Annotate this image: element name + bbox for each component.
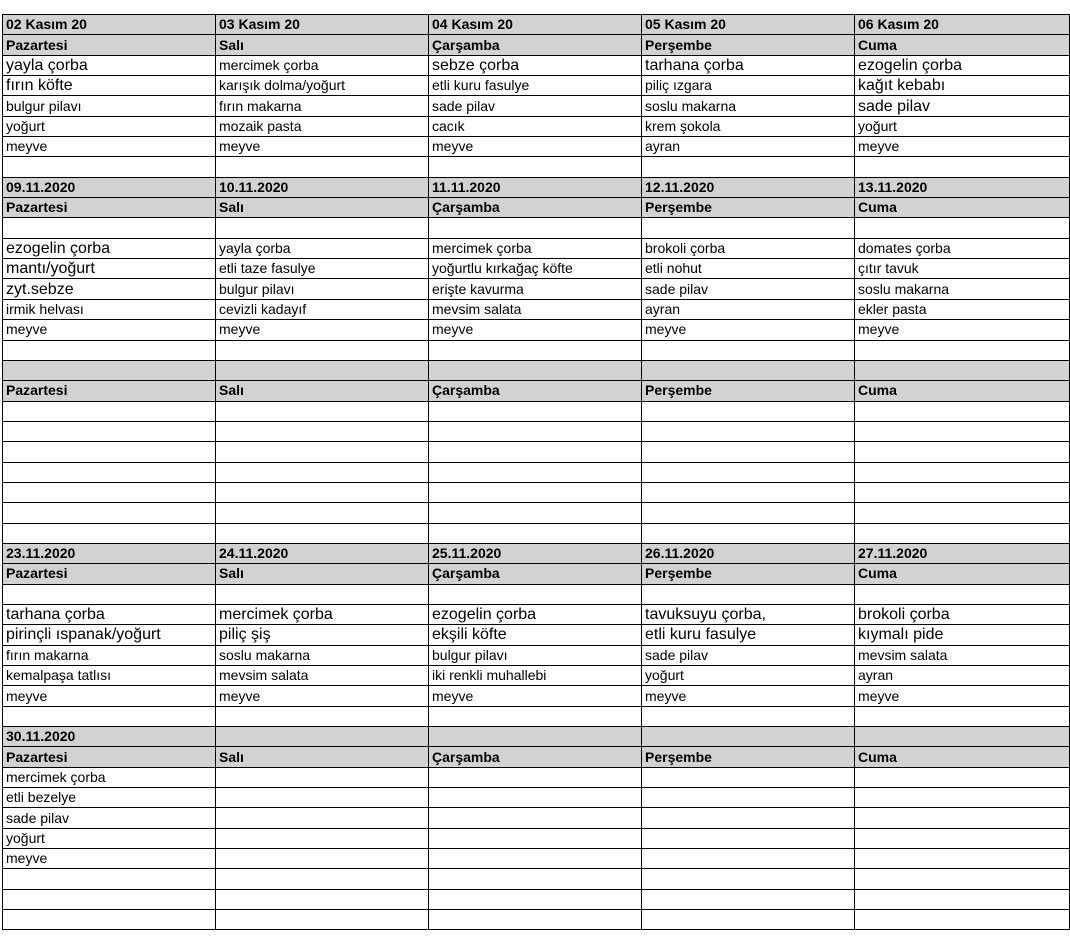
meal-cell-monday: meyve bbox=[3, 320, 216, 340]
weekday-header-wednesday: Çarşamba bbox=[429, 564, 642, 584]
empty-cell bbox=[855, 157, 1070, 177]
empty-cell bbox=[855, 869, 1070, 889]
date-cell-tuesday bbox=[216, 727, 429, 747]
meal-row bbox=[3, 259, 1070, 279]
date-cell-tuesday bbox=[216, 360, 429, 380]
date-cell-friday: 13.11.2020 bbox=[855, 177, 1070, 197]
empty-cell bbox=[3, 482, 216, 502]
date-cell-monday bbox=[3, 360, 216, 380]
meal-cell-thursday: sade pilav bbox=[642, 645, 855, 665]
meal-cell-thursday: meyve bbox=[642, 686, 855, 706]
meal-cell-wednesday: sade pilav bbox=[429, 96, 642, 116]
date-cell-wednesday bbox=[429, 360, 642, 380]
empty-cell bbox=[216, 523, 429, 543]
weekday-header-row bbox=[3, 198, 1070, 218]
weekly-menu-table bbox=[2, 14, 1070, 930]
date-cell-monday: 23.11.2020 bbox=[3, 543, 216, 563]
weekday-header-thursday: Perşembe bbox=[642, 564, 855, 584]
weekday-header-tuesday: Salı bbox=[216, 381, 429, 401]
empty-cell bbox=[216, 889, 429, 909]
date-cell-thursday bbox=[642, 360, 855, 380]
meal-cell-monday: fırın köfte bbox=[3, 76, 216, 96]
meal-cell-monday: pirinçli ıspanak/yoğurt bbox=[3, 625, 216, 645]
meal-cell-wednesday: yoğurtlu kırkağaç köfte bbox=[429, 259, 642, 279]
empty-cell bbox=[3, 503, 216, 523]
date-cell-thursday: 12.11.2020 bbox=[642, 177, 855, 197]
meal-cell-monday: yoğurt bbox=[3, 116, 216, 136]
empty-cell bbox=[429, 706, 642, 726]
week-date-row bbox=[3, 15, 1070, 35]
meal-row bbox=[3, 625, 1070, 645]
meal-cell-thursday: ayran bbox=[642, 137, 855, 157]
empty-cell bbox=[216, 869, 429, 889]
blank-row bbox=[3, 503, 1070, 523]
blank-row bbox=[3, 869, 1070, 889]
meal-cell-monday: fırın makarna bbox=[3, 645, 216, 665]
meal-cell-friday: mevsim salata bbox=[855, 645, 1070, 665]
meal-cell-thursday: meyve bbox=[642, 320, 855, 340]
empty-cell bbox=[855, 340, 1070, 360]
meal-row bbox=[3, 76, 1070, 96]
meal-cell-wednesday: meyve bbox=[429, 686, 642, 706]
meal-cell-thursday bbox=[642, 767, 855, 787]
meal-cell-monday: sade pilav bbox=[3, 808, 216, 828]
meal-cell-tuesday bbox=[216, 788, 429, 808]
meal-cell-friday: soslu makarna bbox=[855, 279, 1070, 299]
meal-cell-monday: zyt.sebze bbox=[3, 279, 216, 299]
blank-row bbox=[3, 340, 1070, 360]
empty-cell bbox=[642, 482, 855, 502]
meal-cell-friday: yoğurt bbox=[855, 116, 1070, 136]
empty-cell bbox=[855, 462, 1070, 482]
blank-row bbox=[3, 889, 1070, 909]
meal-cell-tuesday: bulgur pilavı bbox=[216, 279, 429, 299]
meal-cell-wednesday: meyve bbox=[429, 320, 642, 340]
empty-cell bbox=[429, 340, 642, 360]
weekday-header-monday: Pazartesi bbox=[3, 747, 216, 767]
meal-cell-tuesday: fırın makarna bbox=[216, 96, 429, 116]
empty-cell bbox=[429, 889, 642, 909]
meal-cell-wednesday bbox=[429, 767, 642, 787]
empty-cell bbox=[216, 401, 429, 421]
meal-cell-friday bbox=[855, 767, 1070, 787]
empty-cell bbox=[3, 401, 216, 421]
meal-cell-tuesday: etli taze fasulye bbox=[216, 259, 429, 279]
meal-cell-friday: domates çorba bbox=[855, 238, 1070, 258]
empty-cell bbox=[3, 889, 216, 909]
empty-cell bbox=[642, 442, 855, 462]
meal-cell-friday: sade pilav bbox=[855, 96, 1070, 116]
meal-cell-friday bbox=[855, 849, 1070, 869]
weekday-header-row bbox=[3, 564, 1070, 584]
weekday-header-tuesday: Salı bbox=[216, 747, 429, 767]
empty-cell bbox=[855, 889, 1070, 909]
empty-cell bbox=[855, 442, 1070, 462]
meal-row bbox=[3, 828, 1070, 848]
meal-cell-monday: irmik helvası bbox=[3, 299, 216, 319]
meal-cell-friday: brokoli çorba bbox=[855, 604, 1070, 624]
date-cell-thursday bbox=[642, 727, 855, 747]
meal-row bbox=[3, 666, 1070, 686]
meal-cell-friday bbox=[855, 788, 1070, 808]
meal-cell-wednesday: iki renkli muhallebi bbox=[429, 666, 642, 686]
weekday-header-thursday: Perşembe bbox=[642, 35, 855, 55]
empty-cell bbox=[642, 503, 855, 523]
meal-cell-wednesday: meyve bbox=[429, 137, 642, 157]
empty-cell bbox=[855, 421, 1070, 441]
meal-cell-wednesday bbox=[429, 788, 642, 808]
meal-row bbox=[3, 686, 1070, 706]
empty-cell bbox=[429, 401, 642, 421]
empty-cell bbox=[3, 584, 216, 604]
meal-cell-tuesday: meyve bbox=[216, 137, 429, 157]
meal-cell-tuesday: mercimek çorba bbox=[216, 55, 429, 75]
meal-cell-friday: meyve bbox=[855, 137, 1070, 157]
empty-cell bbox=[3, 869, 216, 889]
empty-cell bbox=[642, 421, 855, 441]
meal-cell-monday: ezogelin çorba bbox=[3, 238, 216, 258]
meal-cell-monday: tarhana çorba bbox=[3, 604, 216, 624]
blank-row bbox=[3, 462, 1070, 482]
meal-row bbox=[3, 238, 1070, 258]
meal-row bbox=[3, 645, 1070, 665]
empty-cell bbox=[216, 218, 429, 238]
week-date-row bbox=[3, 177, 1070, 197]
meal-cell-wednesday: mercimek çorba bbox=[429, 238, 642, 258]
weekday-header-monday: Pazartesi bbox=[3, 381, 216, 401]
meal-cell-friday: ayran bbox=[855, 666, 1070, 686]
meal-cell-friday bbox=[855, 828, 1070, 848]
weekday-header-tuesday: Salı bbox=[216, 35, 429, 55]
weekday-header-monday: Pazartesi bbox=[3, 198, 216, 218]
meal-cell-wednesday bbox=[429, 808, 642, 828]
date-cell-friday: 06 Kasım 20 bbox=[855, 15, 1070, 35]
blank-row bbox=[3, 910, 1070, 930]
date-cell-friday bbox=[855, 360, 1070, 380]
meal-cell-tuesday bbox=[216, 767, 429, 787]
empty-cell bbox=[642, 910, 855, 930]
weekday-header-wednesday: Çarşamba bbox=[429, 35, 642, 55]
weekday-header-row bbox=[3, 747, 1070, 767]
meal-row bbox=[3, 767, 1070, 787]
empty-cell bbox=[429, 910, 642, 930]
empty-cell bbox=[216, 157, 429, 177]
date-cell-tuesday: 03 Kasım 20 bbox=[216, 15, 429, 35]
empty-cell bbox=[216, 482, 429, 502]
empty-cell bbox=[642, 869, 855, 889]
meal-cell-tuesday: soslu makarna bbox=[216, 645, 429, 665]
meal-cell-thursday: tarhana çorba bbox=[642, 55, 855, 75]
empty-cell bbox=[642, 340, 855, 360]
meal-cell-monday: meyve bbox=[3, 849, 216, 869]
meal-cell-thursday bbox=[642, 849, 855, 869]
blank-row bbox=[3, 523, 1070, 543]
empty-cell bbox=[216, 340, 429, 360]
empty-cell bbox=[855, 482, 1070, 502]
empty-cell bbox=[855, 523, 1070, 543]
meal-cell-tuesday: piliç şiş bbox=[216, 625, 429, 645]
weekday-header-tuesday: Salı bbox=[216, 564, 429, 584]
meal-cell-thursday: tavuksuyu çorba, bbox=[642, 604, 855, 624]
meal-cell-tuesday: meyve bbox=[216, 686, 429, 706]
weekday-header-thursday: Perşembe bbox=[642, 381, 855, 401]
weekday-header-row bbox=[3, 35, 1070, 55]
meal-row bbox=[3, 788, 1070, 808]
weekday-header-thursday: Perşembe bbox=[642, 747, 855, 767]
date-cell-tuesday: 24.11.2020 bbox=[216, 543, 429, 563]
meal-row bbox=[3, 808, 1070, 828]
date-cell-tuesday: 10.11.2020 bbox=[216, 177, 429, 197]
meal-row bbox=[3, 320, 1070, 340]
meal-cell-monday: meyve bbox=[3, 137, 216, 157]
empty-cell bbox=[429, 462, 642, 482]
meal-cell-thursday: etli nohut bbox=[642, 259, 855, 279]
meal-cell-tuesday bbox=[216, 808, 429, 828]
meal-cell-wednesday: etli kuru fasulye bbox=[429, 76, 642, 96]
blank-row bbox=[3, 584, 1070, 604]
empty-cell bbox=[855, 218, 1070, 238]
empty-cell bbox=[855, 401, 1070, 421]
meal-cell-monday: bulgur pilavı bbox=[3, 96, 216, 116]
meal-cell-friday: kağıt kebabı bbox=[855, 76, 1070, 96]
meal-cell-wednesday bbox=[429, 849, 642, 869]
empty-cell bbox=[429, 503, 642, 523]
empty-cell bbox=[642, 889, 855, 909]
meal-cell-wednesday: erişte kavurma bbox=[429, 279, 642, 299]
empty-cell bbox=[3, 157, 216, 177]
date-cell-monday: 30.11.2020 bbox=[3, 727, 216, 747]
meal-cell-thursday: ayran bbox=[642, 299, 855, 319]
meal-cell-wednesday: ekşili köfte bbox=[429, 625, 642, 645]
blank-row bbox=[3, 401, 1070, 421]
meal-row bbox=[3, 137, 1070, 157]
empty-cell bbox=[429, 869, 642, 889]
meal-cell-thursday: yoğurt bbox=[642, 666, 855, 686]
meal-cell-friday: ezogelin çorba bbox=[855, 55, 1070, 75]
empty-cell bbox=[429, 482, 642, 502]
weekday-header-wednesday: Çarşamba bbox=[429, 381, 642, 401]
empty-cell bbox=[429, 421, 642, 441]
meal-cell-friday: ekler pasta bbox=[855, 299, 1070, 319]
empty-cell bbox=[216, 421, 429, 441]
empty-cell bbox=[216, 584, 429, 604]
meal-cell-wednesday: ezogelin çorba bbox=[429, 604, 642, 624]
weekday-header-friday: Cuma bbox=[855, 747, 1070, 767]
empty-cell bbox=[855, 584, 1070, 604]
meal-cell-thursday: etli kuru fasulye bbox=[642, 625, 855, 645]
weekday-header-friday: Cuma bbox=[855, 198, 1070, 218]
empty-cell bbox=[3, 462, 216, 482]
meal-cell-thursday: brokoli çorba bbox=[642, 238, 855, 258]
empty-cell bbox=[855, 503, 1070, 523]
weekday-header-thursday: Perşembe bbox=[642, 198, 855, 218]
empty-cell bbox=[3, 218, 216, 238]
empty-cell bbox=[642, 401, 855, 421]
meal-cell-wednesday: bulgur pilavı bbox=[429, 645, 642, 665]
meal-row bbox=[3, 279, 1070, 299]
weekday-header-friday: Cuma bbox=[855, 564, 1070, 584]
blank-row bbox=[3, 442, 1070, 462]
meal-cell-monday: etli bezelye bbox=[3, 788, 216, 808]
empty-cell bbox=[642, 706, 855, 726]
meal-cell-friday: kıymalı pide bbox=[855, 625, 1070, 645]
empty-cell bbox=[642, 218, 855, 238]
meal-cell-thursday bbox=[642, 828, 855, 848]
meal-row bbox=[3, 849, 1070, 869]
empty-cell bbox=[429, 523, 642, 543]
meal-row bbox=[3, 55, 1070, 75]
empty-cell bbox=[3, 910, 216, 930]
weekday-header-monday: Pazartesi bbox=[3, 35, 216, 55]
meal-cell-tuesday: meyve bbox=[216, 320, 429, 340]
meal-cell-tuesday bbox=[216, 849, 429, 869]
meal-cell-monday: kemalpaşa tatlısı bbox=[3, 666, 216, 686]
meal-cell-thursday: piliç ızgara bbox=[642, 76, 855, 96]
weekday-header-wednesday: Çarşamba bbox=[429, 198, 642, 218]
meal-cell-wednesday: cacık bbox=[429, 116, 642, 136]
week-date-row bbox=[3, 543, 1070, 563]
date-cell-monday: 09.11.2020 bbox=[3, 177, 216, 197]
weekday-header-monday: Pazartesi bbox=[3, 564, 216, 584]
meal-cell-thursday bbox=[642, 808, 855, 828]
meal-cell-wednesday: sebze çorba bbox=[429, 55, 642, 75]
blank-row bbox=[3, 157, 1070, 177]
meal-row bbox=[3, 96, 1070, 116]
empty-cell bbox=[3, 421, 216, 441]
meal-cell-monday: mercimek çorba bbox=[3, 767, 216, 787]
meal-cell-thursday bbox=[642, 788, 855, 808]
meal-cell-thursday: krem şokola bbox=[642, 116, 855, 136]
date-cell-wednesday: 25.11.2020 bbox=[429, 543, 642, 563]
meal-cell-thursday: soslu makarna bbox=[642, 96, 855, 116]
meal-cell-tuesday bbox=[216, 828, 429, 848]
empty-cell bbox=[642, 157, 855, 177]
empty-cell bbox=[429, 157, 642, 177]
empty-cell bbox=[216, 442, 429, 462]
empty-cell bbox=[3, 706, 216, 726]
empty-cell bbox=[216, 503, 429, 523]
date-cell-monday: 02 Kasım 20 bbox=[3, 15, 216, 35]
weekday-header-friday: Cuma bbox=[855, 35, 1070, 55]
meal-cell-friday bbox=[855, 808, 1070, 828]
date-cell-thursday: 26.11.2020 bbox=[642, 543, 855, 563]
meal-cell-wednesday: mevsim salata bbox=[429, 299, 642, 319]
meal-row bbox=[3, 299, 1070, 319]
empty-cell bbox=[642, 584, 855, 604]
blank-row bbox=[3, 706, 1070, 726]
empty-cell bbox=[855, 706, 1070, 726]
meal-cell-monday: mantı/yoğurt bbox=[3, 259, 216, 279]
weekday-header-row bbox=[3, 381, 1070, 401]
blank-row bbox=[3, 482, 1070, 502]
empty-cell bbox=[642, 462, 855, 482]
meal-cell-friday: çıtır tavuk bbox=[855, 259, 1070, 279]
menu-table-body bbox=[3, 15, 1070, 930]
empty-cell bbox=[855, 910, 1070, 930]
empty-cell bbox=[3, 340, 216, 360]
meal-cell-monday: yayla çorba bbox=[3, 55, 216, 75]
week-date-row bbox=[3, 727, 1070, 747]
meal-cell-friday: meyve bbox=[855, 320, 1070, 340]
meal-cell-wednesday bbox=[429, 828, 642, 848]
empty-cell bbox=[216, 706, 429, 726]
empty-cell bbox=[642, 523, 855, 543]
meal-cell-tuesday: mercimek çorba bbox=[216, 604, 429, 624]
meal-cell-friday: meyve bbox=[855, 686, 1070, 706]
meal-row bbox=[3, 604, 1070, 624]
empty-cell bbox=[429, 584, 642, 604]
week-date-row bbox=[3, 360, 1070, 380]
meal-cell-tuesday: mozaik pasta bbox=[216, 116, 429, 136]
empty-cell bbox=[216, 910, 429, 930]
meal-cell-monday: yoğurt bbox=[3, 828, 216, 848]
date-cell-friday bbox=[855, 727, 1070, 747]
date-cell-wednesday: 04 Kasım 20 bbox=[429, 15, 642, 35]
date-cell-friday: 27.11.2020 bbox=[855, 543, 1070, 563]
meal-cell-monday: meyve bbox=[3, 686, 216, 706]
blank-row bbox=[3, 218, 1070, 238]
weekday-header-tuesday: Salı bbox=[216, 198, 429, 218]
empty-cell bbox=[216, 462, 429, 482]
weekday-header-friday: Cuma bbox=[855, 381, 1070, 401]
empty-cell bbox=[429, 442, 642, 462]
date-cell-wednesday: 11.11.2020 bbox=[429, 177, 642, 197]
meal-cell-tuesday: mevsim salata bbox=[216, 666, 429, 686]
date-cell-thursday: 05 Kasım 20 bbox=[642, 15, 855, 35]
empty-cell bbox=[3, 523, 216, 543]
empty-cell bbox=[3, 442, 216, 462]
blank-row bbox=[3, 421, 1070, 441]
meal-cell-tuesday: karışık dolma/yoğurt bbox=[216, 76, 429, 96]
meal-cell-thursday: sade pilav bbox=[642, 279, 855, 299]
weekday-header-wednesday: Çarşamba bbox=[429, 747, 642, 767]
meal-cell-tuesday: cevizli kadayıf bbox=[216, 299, 429, 319]
empty-cell bbox=[429, 218, 642, 238]
meal-row bbox=[3, 116, 1070, 136]
date-cell-wednesday bbox=[429, 727, 642, 747]
meal-cell-tuesday: yayla çorba bbox=[216, 238, 429, 258]
